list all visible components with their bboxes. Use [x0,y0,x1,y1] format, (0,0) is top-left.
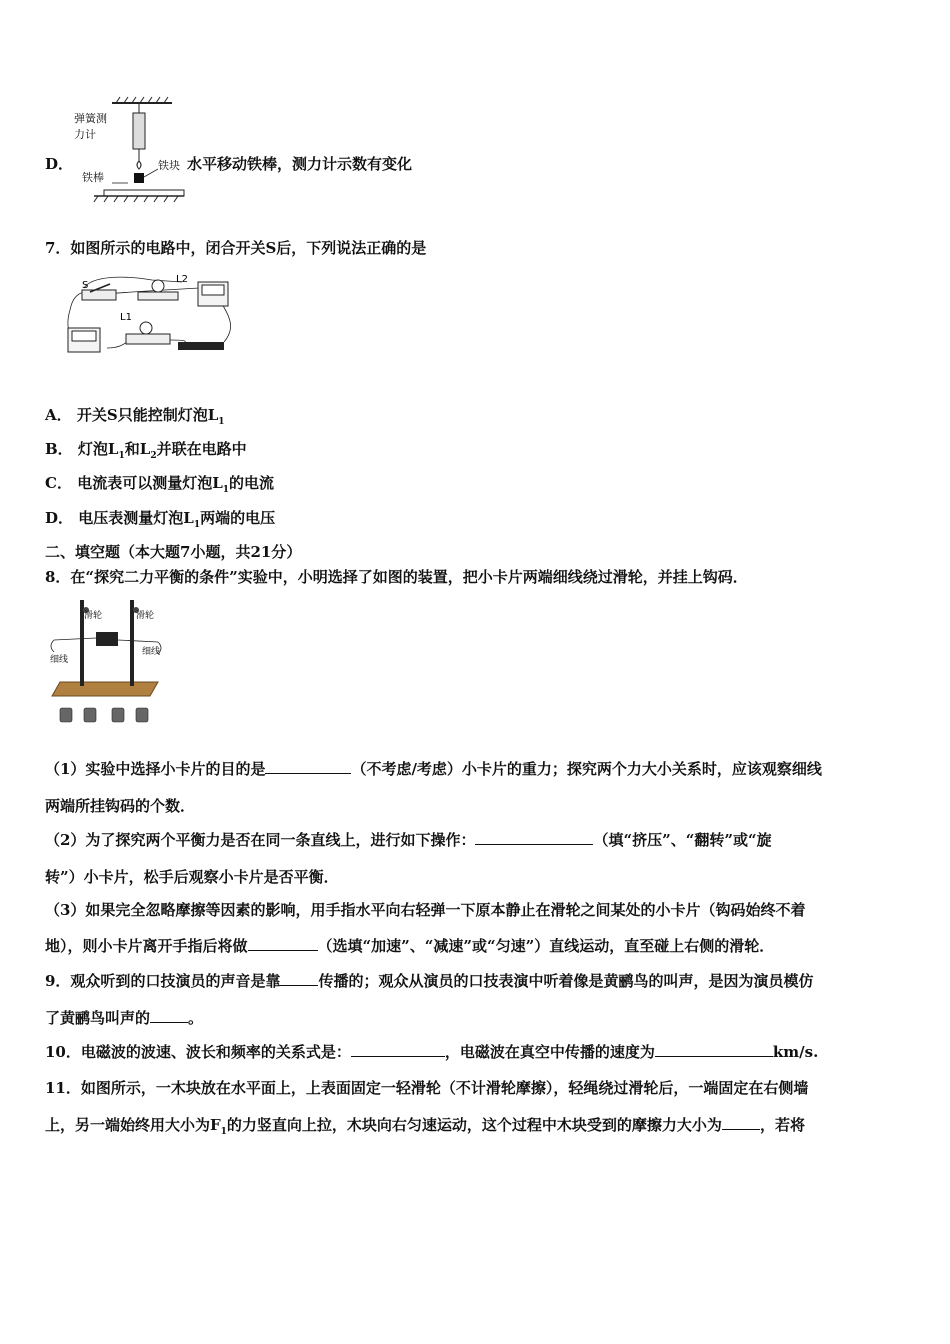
spring-scale-figure [72,95,192,215]
rod-label: 铁棒 [82,171,104,184]
l1-label: L1 [120,312,132,323]
q7-stem: 7．如图所示的电路中，闭合开关S后，下列说法正确的是 [45,239,427,257]
block-label: 铁块 [158,159,180,172]
q7-option-a: A． 开关S只能控制灯泡$L_1$ [45,406,225,427]
string-label-right: 细线 [142,647,161,657]
q7-option-b: B． 灯泡$L_1$和$L_2$并联在电路中 [45,440,247,461]
q6-option-d-text: 水平移动铁棒，测力计示数有变化 [187,155,413,173]
q9-line1: 9．观众听到的口技演员的声音是靠 传播的；观众从演员的口技表演中听着像是黄鹂鸟的叫声，是因为演员模仿 [45,972,814,990]
q8-stem: 8．在“探究二力平衡的条件”实验中，小明选择了如图的装置，把小卡片两端细线绕过滑轮，并挂上钩码． [45,568,748,586]
q11-line2: 上，另一端始终用大小为$F_1$的力竖直向上拉，木块向右匀速运动，这个过程中木块受到的摩擦力大小为 ，若将 [45,1116,805,1137]
q8-part1-line2: 两端所挂钩码的个数． [45,797,196,815]
string-label-left: 细线 [50,655,69,665]
spring-label-1: 弹簧测 [74,112,107,125]
pulley-label-right: 滑轮 [136,611,155,621]
q7-option-c: C． 电流表可以测量灯泡$L_1$的电流 [45,474,275,495]
pulley-figure [46,596,166,730]
q8-part2-line2: 转”）小卡片，松手后观察小卡片是否平衡． [45,868,339,886]
q10-line: 10．电磁波的波速、波长和频率的关系式是： ，电磁波在真空中传播的速度为 km/s. [45,1043,819,1061]
switch-label: S [82,280,89,291]
section-title: 二、填空题（本大题7小题，共21分） [45,543,302,561]
q7-option-d: D． 电压表测量灯泡$L_1$两端的电压 [45,509,276,530]
q11-line1: 11．如图所示，一木块放在水平面上，上表面固定一轻滑轮（不计滑轮摩擦），轻绳绕过滑轮后，一端固定在右侧墙 [45,1079,809,1097]
q6-option-d-letter: D． [45,155,74,173]
spring-label-2: 力计 [74,128,96,141]
l2-label: L2 [176,274,188,285]
q8-part3-line2: 地），则小卡片离开手指后将做 （选填“加速”、“减速”或“匀速”）直线运动，直至碰上右侧的滑轮． [45,937,775,955]
q9-line2: 了黄鹂鸟叫声的 。 [45,1009,204,1027]
q8-part3-line1: （3）如果完全忽略摩擦等因素的影响，用手指水平向右轻弹一下原本静止在滑轮之间某处的小卡片（钩码始终不着 [45,901,806,919]
q8-part1-line1: （1）实验中选择小卡片的目的是 （不考虑/考虑）小卡片的重力；探究两个力大小关系时，应该观察细线 [45,760,822,778]
q8-part2-line1: （2）为了探究两个平衡力是否在同一条直线上，进行如下操作： （填“挤压”、“翻转”或“旋 [45,831,772,849]
pulley-label-left: 滑轮 [84,611,103,621]
circuit-figure [62,270,242,360]
